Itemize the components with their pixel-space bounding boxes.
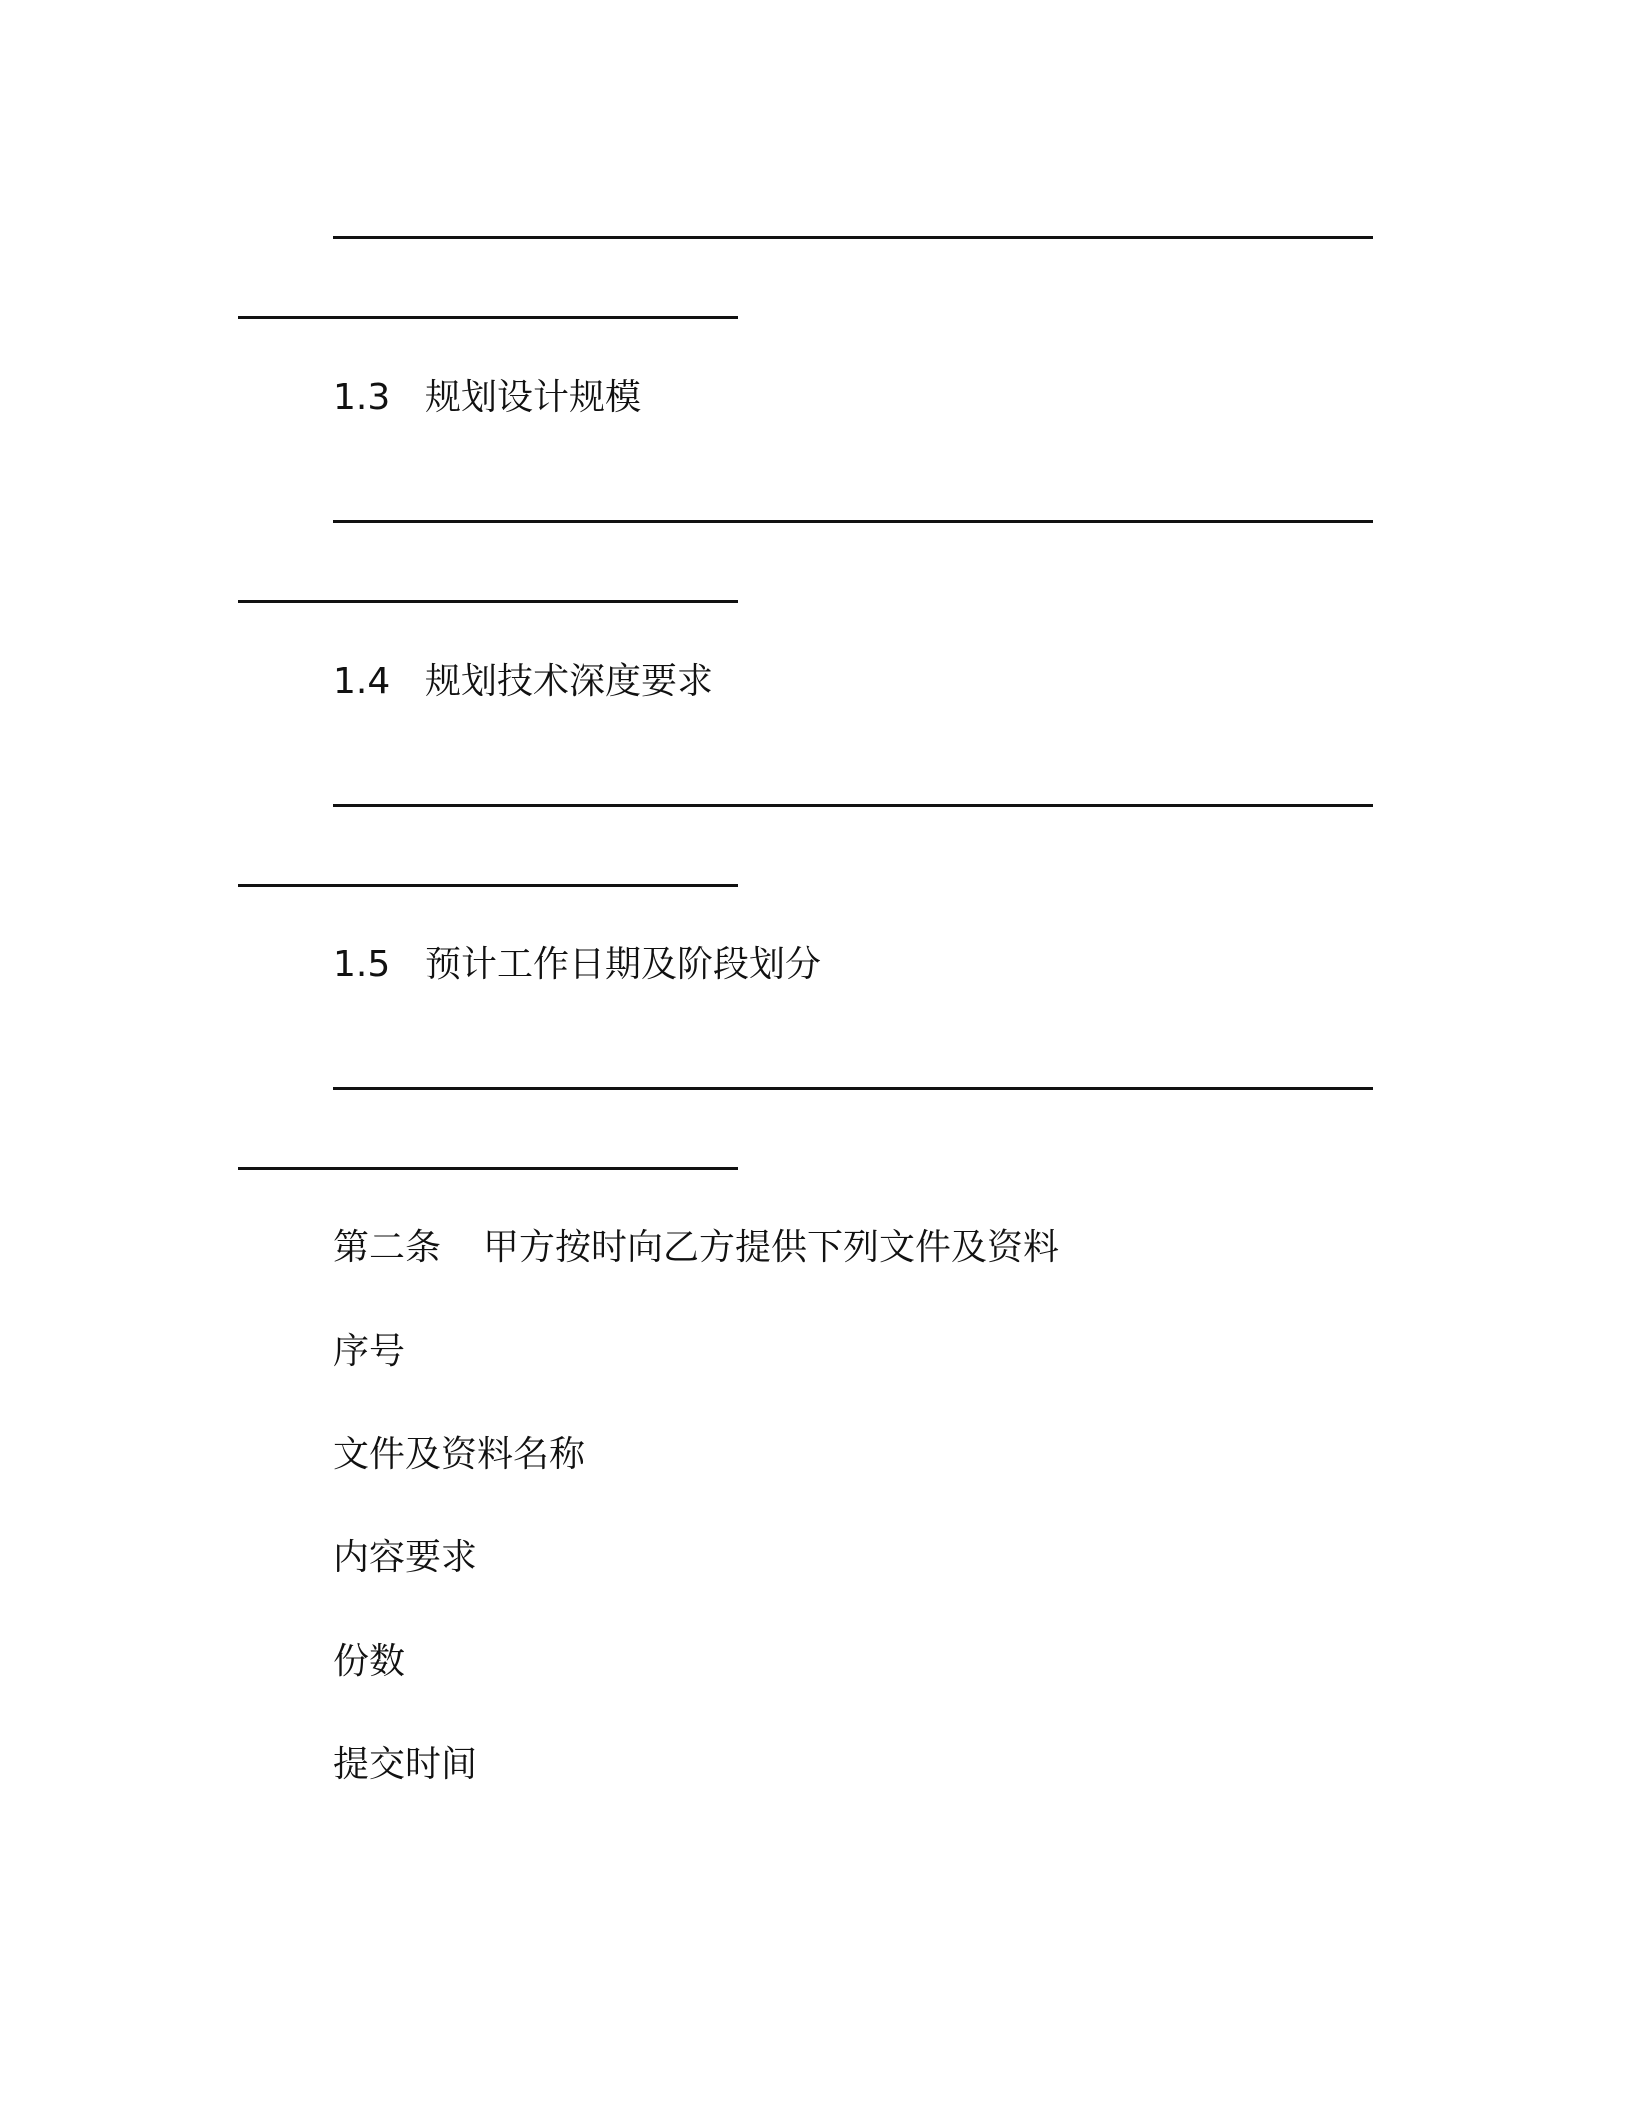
section-heading-1-5 [333,943,821,987]
section-title: 预计工作日期及阶段划分 [425,944,822,985]
fill-in-blank-line [333,1087,1373,1090]
fill-in-blank-line [333,804,1373,807]
fill-in-blank-line [238,1167,738,1170]
fill-in-blank-line [238,884,738,887]
article-label: 第二条 [333,1227,442,1268]
table-header-content-requirements: 内容要求 [333,1537,478,1578]
fill-in-blank-line [238,600,738,603]
section-number: 1.5 [333,944,391,985]
fill-in-blank-line [238,316,738,319]
fill-in-blank-line [333,520,1373,523]
table-header-submission-time: 提交时间 [333,1744,478,1785]
article-heading [333,1226,1059,1270]
section-heading-1-4 [333,660,713,704]
fill-in-blank-line [333,236,1373,239]
table-header-serial: 序号 [333,1331,406,1372]
table-header-copies: 份数 [333,1641,406,1682]
section-title: 规划设计规模 [425,377,642,418]
section-number: 1.3 [333,377,391,418]
table-header-document-name: 文件及资料名称 [333,1434,586,1475]
section-number: 1.4 [333,661,391,702]
article-title: 甲方按时向乙方提供下列文件及资料 [483,1227,1060,1268]
section-heading-1-3 [333,376,641,420]
section-title: 规划技术深度要求 [425,661,714,702]
